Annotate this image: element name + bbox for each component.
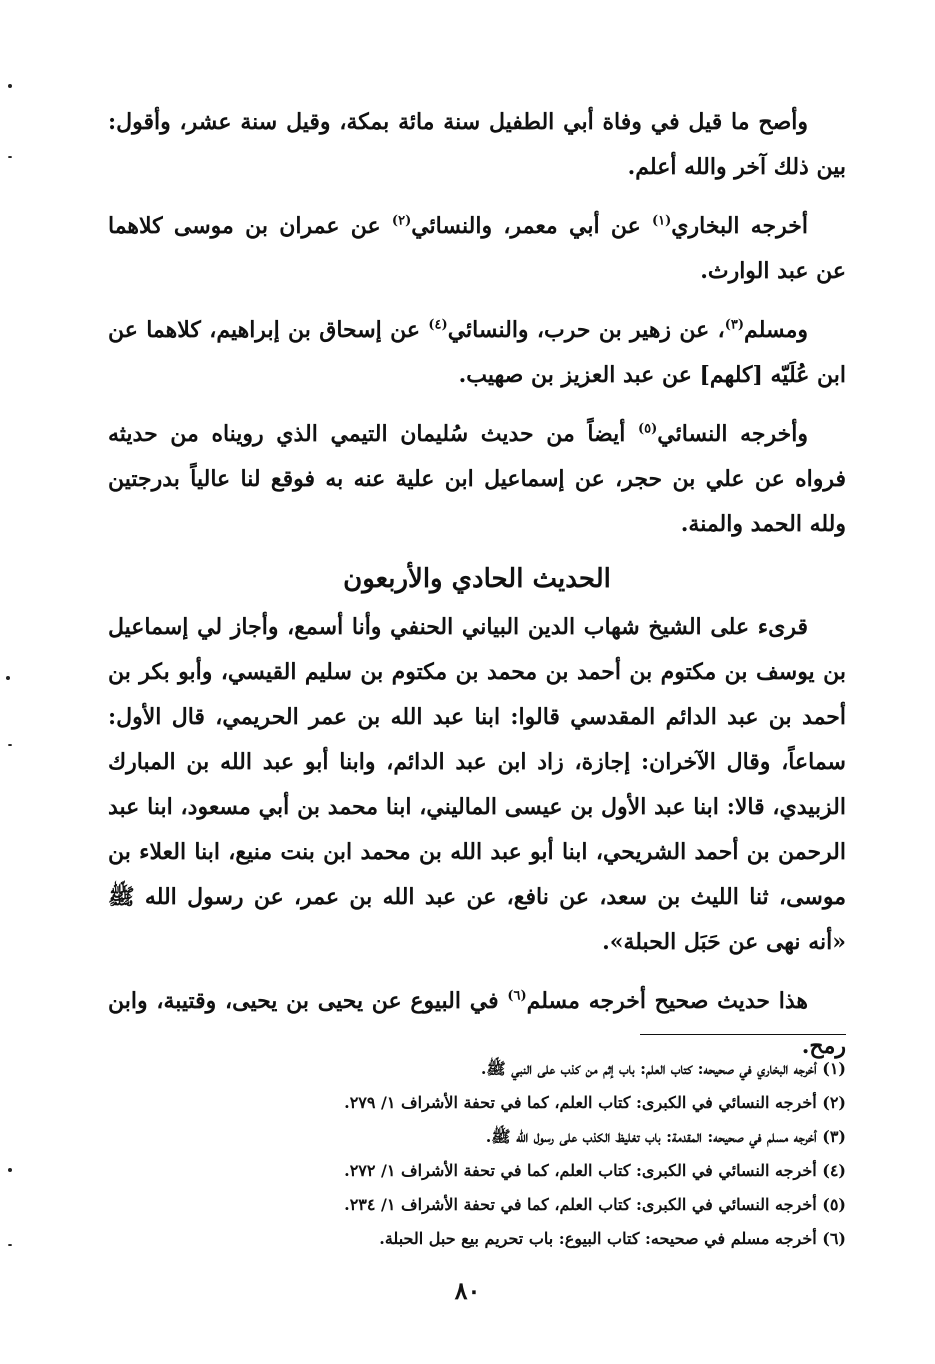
footnote-1: (١) أخرجه البخاري في صحيحه: كتاب العلم: باب إثم من كذب على النبي ﷺ. bbox=[480, 1059, 846, 1078]
margin-dot bbox=[8, 156, 12, 158]
footnote-ref-5: (٥) bbox=[637, 421, 658, 437]
footnote-5: (٥) أخرجه النسائي في الكبرى: كتاب العلم، كما في تحفة الأشراف ١/ ٢٣٤. bbox=[344, 1195, 846, 1214]
paragraph-3 bbox=[108, 308, 846, 398]
paragraph-3-part-b: ، عن زهير بن حرب، والنسائي bbox=[447, 317, 725, 343]
paragraph-2-part-c: عن عمران بن موسى كلاهما عن عبد الوارث. bbox=[108, 213, 846, 284]
paragraph-2-part-a: أخرجه البخاري bbox=[671, 213, 809, 239]
footnote-6: (٦) أخرجه مسلم في صحيحه: كتاب البيوع: باب تحريم بيع حبل الحبلة. bbox=[379, 1229, 846, 1248]
main-text bbox=[108, 100, 846, 1083]
paragraph-6-part-a: هذا حديث صحيح أخرجه مسلم bbox=[526, 988, 809, 1014]
margin-dot bbox=[6, 676, 10, 680]
footnote-2: (٢) أخرجه النسائي في الكبرى: كتاب العلم، كما في تحفة الأشراف ١/ ٢٧٩. bbox=[344, 1093, 846, 1112]
footnotes bbox=[200, 1052, 846, 1256]
footnote-ref-2: (٢) bbox=[391, 213, 412, 229]
footnote-ref-6: (٦) bbox=[507, 988, 527, 1004]
paragraph-4-part-a: وأخرجه النسائي bbox=[657, 421, 808, 447]
paragraph-3-part-a: ومسلم bbox=[744, 317, 809, 343]
margin-dot bbox=[8, 1168, 12, 1172]
footnote-4: (٤) أخرجه النسائي في الكبرى: كتاب العلم، كما في تحفة الأشراف ١/ ٢٧٢. bbox=[344, 1161, 846, 1180]
page-number: ٨٠ bbox=[454, 1276, 481, 1305]
footnote-ref-3: (٣) bbox=[724, 317, 745, 333]
margin-dot bbox=[8, 744, 12, 746]
paragraph-4 bbox=[108, 412, 846, 547]
footnote-ref-4: (٤) bbox=[428, 317, 448, 333]
margin-dot bbox=[8, 1244, 12, 1246]
paragraph-6-part-b: في البيوع عن يحيى بن يحيى، وقتيبة، وابن رمح. bbox=[108, 988, 846, 1059]
footnote-3: (٣) أخرجه مسلم في صحيحه: المقدمة: باب تغليظ الكذب على رسول الله ﷺ. bbox=[485, 1127, 846, 1146]
paragraph-1: وأصح ما قيل في وفاة أبي الطفيل سنة مائة بمكة، وقيل سنة عشر، وأقول: بين ذلك آخر والله أعلم. bbox=[108, 109, 846, 180]
section-heading: الحديث الحادي والأربعون bbox=[343, 564, 611, 594]
paragraph-3-part-c: عن إسحاق بن إبراهيم، كلاهما عن ابن عُلَيّه [كلهم] عن عبد العزيز بن صهيب. bbox=[108, 317, 846, 388]
paragraph-4-part-b: أيضاً من حديث سُليمان التيمي الذي رويناه من حديثه فرواه عن علي بن حجر، عن إسماعيل ابن علية عنه به فوقع لنا عالياً بدرجتين ولله الحمد والمنة. bbox=[108, 421, 846, 537]
paragraph-5: قرىء على الشيخ شهاب الدين البياني الحنفي وأنا أسمع، وأجاز لي إسماعيل بن يوسف بن مكتوم بن أحمد بن محمد بن مكتوم بن سليم القيسي، وأبو بكر بن أحمد بن عبد الدائم المقدسي قالوا: ابنا عبد الله بن عمر الحريمي، قال الأول: سماعاً، وقال الآخران: إجازة، زاد ابن عبد الدائم، وابنا أبو عبد الله بن المبارك الزبيدي، قالا: ابنا عبد الأول بن عيسى الماليني، ابنا محمد بن أبي مسعود، ابنا عبد الرحمن بن أحمد الشريحي، ابنا أبو عبد الله بن محمد ابن بنت منيع، ابنا العلاء بن موسى، ثنا الليث بن سعد، عن نافع، عن عبد الله بن عمر، عن رسول الله ﷺ «أنه نهى عن حَبَل الحبلة». bbox=[108, 614, 847, 955]
footnote-divider bbox=[640, 1034, 846, 1035]
footnote-ref-1: (١) bbox=[651, 213, 672, 229]
paragraph-2-part-b: عن أبي معمر، والنسائي bbox=[411, 213, 652, 239]
paragraph-2 bbox=[108, 204, 846, 294]
margin-dot bbox=[8, 84, 12, 88]
